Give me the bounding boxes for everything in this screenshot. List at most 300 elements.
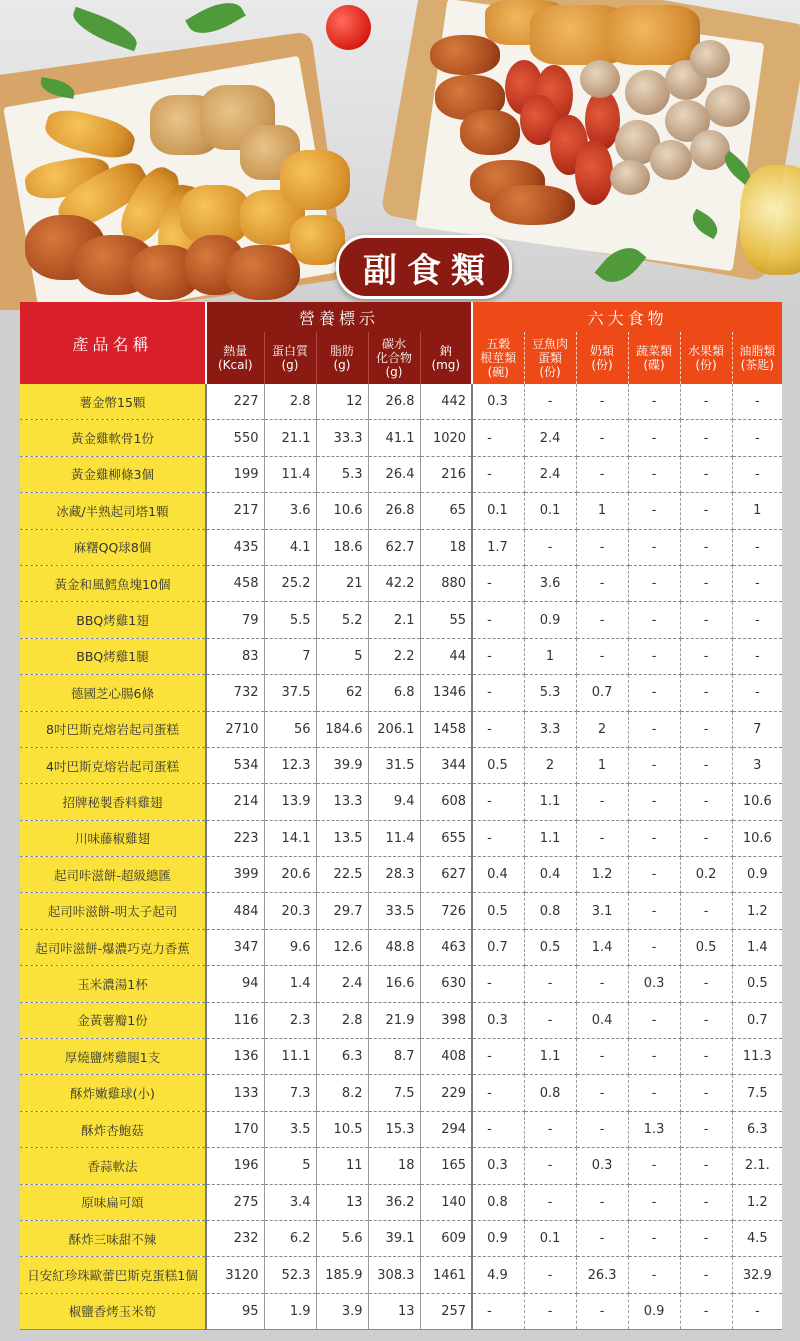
six-food-value-cell: -	[680, 493, 732, 529]
nutrition-value-cell: 28.3	[368, 857, 420, 893]
six-food-group-header: 六大食物	[472, 302, 782, 332]
six-food-value-cell: 0.3	[472, 1148, 524, 1184]
nutrition-value-cell: 14.1	[264, 820, 316, 856]
nutrition-value-cell: 726	[420, 893, 472, 929]
nutrition-value-cell: 26.8	[368, 493, 420, 529]
product-name-header: 產品名稱	[20, 302, 206, 384]
six-food-value-cell: -	[680, 602, 732, 638]
category-title: 副食類	[363, 250, 495, 291]
six-food-value-cell: -	[732, 638, 782, 674]
nutrition-value-cell: 26.8	[368, 384, 420, 420]
table-row	[20, 1148, 782, 1184]
six-food-value-cell: 10.6	[732, 820, 782, 856]
nutrition-value-cell: 7	[264, 638, 316, 674]
six-food-value-cell: -	[472, 1111, 524, 1147]
six-food-value-cell: -	[628, 565, 680, 601]
product-name-cell: 4吋巴斯克熔岩起司蛋糕	[20, 747, 206, 783]
nutrition-value-cell: 5	[316, 638, 368, 674]
table-row	[20, 747, 782, 783]
six-food-value-cell: 0.4	[524, 857, 576, 893]
nutrition-value-cell: 13.5	[316, 820, 368, 856]
six-food-value-cell: -	[732, 529, 782, 565]
six-food-value-cell: 0.4	[472, 857, 524, 893]
nutrition-value-cell: 3.5	[264, 1111, 316, 1147]
column-header-line: 蛋類	[538, 351, 563, 365]
six-food-value-cell: -	[576, 638, 628, 674]
six-food-value-cell: 2	[576, 711, 628, 747]
nutrition-value-cell: 13	[368, 1293, 420, 1329]
six-food-value-cell: -	[680, 1039, 732, 1075]
nutrition-value-cell: 458	[206, 565, 264, 601]
six-food-value-cell: -	[576, 1111, 628, 1147]
six-food-value-cell: -	[628, 1220, 680, 1256]
nutrition-value-cell: 3120	[206, 1257, 264, 1293]
six-food-value-cell: -	[524, 1002, 576, 1038]
six-food-value-cell: -	[628, 1184, 680, 1220]
six-food-value-cell: -	[628, 675, 680, 711]
product-name-cell: 黃金和風鱈魚塊10個	[20, 565, 206, 601]
nutrition-group-header: 營養標示	[206, 302, 472, 332]
six-food-value-cell: -	[680, 711, 732, 747]
column-header-line: 豆魚肉	[532, 337, 569, 351]
nutrition-value-cell: 48.8	[368, 929, 420, 965]
table-row	[20, 1293, 782, 1329]
column-header-line: 碳水	[381, 337, 406, 351]
table-row	[20, 384, 782, 420]
six-food-value-cell: -	[472, 1293, 524, 1329]
product-name-cell: BBQ烤雞1腿	[20, 638, 206, 674]
nutrition-value-cell: 3.9	[316, 1293, 368, 1329]
nutrition-value-cell: 5.5	[264, 602, 316, 638]
six-food-value-cell: 1.2	[576, 857, 628, 893]
six-food-value-cell: 1.3	[628, 1111, 680, 1147]
nutrition-value-cell: 4.1	[264, 529, 316, 565]
nutrition-value-cell: 31.5	[368, 747, 420, 783]
nutrition-value-cell: 39.1	[368, 1220, 420, 1256]
product-name-cell: 酥炸三味甜不辣	[20, 1220, 206, 1256]
nutrition-value-cell: 442	[420, 384, 472, 420]
six-food-value-cell: -	[680, 1257, 732, 1293]
six-food-value-cell: -	[680, 638, 732, 674]
nutrition-value-cell: 408	[420, 1039, 472, 1075]
six-food-value-cell: 4.9	[472, 1257, 524, 1293]
nutrition-value-cell: 398	[420, 1002, 472, 1038]
nutrition-value-cell: 227	[206, 384, 264, 420]
six-food-value-cell: 4.5	[732, 1220, 782, 1256]
nutrition-value-cell: 6.8	[368, 675, 420, 711]
six-food-value-cell: -	[576, 1184, 628, 1220]
six-food-value-cell: 0.8	[524, 893, 576, 929]
six-food-value-cell: -	[628, 929, 680, 965]
nutrition-value-cell: 11.4	[264, 456, 316, 492]
column-header-line: (g)	[385, 365, 403, 379]
six-food-value-cell: -	[628, 784, 680, 820]
six-food-value-cell: 1.7	[472, 529, 524, 565]
six-food-value-cell: -	[628, 857, 680, 893]
mushroom	[705, 85, 750, 127]
six-food-value-cell: -	[732, 675, 782, 711]
six-food-value-cell: -	[576, 456, 628, 492]
nutrition-value-cell: 37.5	[264, 675, 316, 711]
basil-leaf	[185, 0, 246, 43]
nutrition-value-cell: 206.1	[368, 711, 420, 747]
nutrition-column-header	[264, 332, 316, 384]
bbq-wing	[490, 185, 575, 225]
nutrition-value-cell: 223	[206, 820, 264, 856]
product-name-cell: 玉米濃湯1杯	[20, 966, 206, 1002]
nutrition-table-container	[20, 302, 782, 1330]
six-food-value-cell: -	[680, 420, 732, 456]
nutrition-value-cell: 655	[420, 820, 472, 856]
nutrition-value-cell: 5.2	[316, 602, 368, 638]
table-row	[20, 1002, 782, 1038]
mushroom	[610, 160, 650, 195]
product-name-cell: 薯金幣15顆	[20, 384, 206, 420]
nutrition-value-cell: 94	[206, 966, 264, 1002]
six-food-value-cell: -	[680, 1293, 732, 1329]
nutrition-value-cell: 116	[206, 1002, 264, 1038]
chicken-wing	[225, 245, 300, 300]
nutrition-value-cell: 1020	[420, 420, 472, 456]
six-food-value-cell: 0.8	[524, 1075, 576, 1111]
product-name-cell: 起司咔滋餅-爆濃巧克力香蕉	[20, 929, 206, 965]
nutrition-value-cell: 79	[206, 602, 264, 638]
column-header-line: (份)	[539, 365, 561, 379]
six-food-value-cell: -	[680, 1075, 732, 1111]
six-food-value-cell: -	[732, 420, 782, 456]
six-food-value-cell: 10.6	[732, 784, 782, 820]
nutrition-value-cell: 11.4	[368, 820, 420, 856]
table-row	[20, 929, 782, 965]
six-food-value-cell: 0.7	[576, 675, 628, 711]
nutrition-value-cell: 1.9	[264, 1293, 316, 1329]
six-food-value-cell: -	[628, 602, 680, 638]
column-header-line: (碟)	[643, 358, 665, 372]
six-food-value-cell: -	[628, 1039, 680, 1075]
nutrition-value-cell: 1458	[420, 711, 472, 747]
six-food-value-cell: -	[628, 1257, 680, 1293]
nutrition-value-cell: 44	[420, 638, 472, 674]
tomato-icon	[326, 5, 371, 50]
nutrition-column-header	[420, 332, 472, 384]
six-food-value-cell: 1	[576, 747, 628, 783]
nutrition-value-cell: 9.4	[368, 784, 420, 820]
nutrition-value-cell: 2.8	[264, 384, 316, 420]
nutrition-value-cell: 3.4	[264, 1184, 316, 1220]
nutrition-value-cell: 39.9	[316, 747, 368, 783]
six-food-value-cell: -	[628, 820, 680, 856]
nutrition-value-cell: 7.5	[368, 1075, 420, 1111]
nutrition-value-cell: 216	[420, 456, 472, 492]
nutrition-column-header	[316, 332, 368, 384]
nutrition-column-header	[368, 332, 420, 384]
six-food-value-cell: 0.7	[732, 1002, 782, 1038]
nutrition-table-body	[20, 384, 782, 1330]
six-food-value-cell: 3.1	[576, 893, 628, 929]
six-food-value-cell: -	[628, 493, 680, 529]
nutrition-value-cell: 550	[206, 420, 264, 456]
nutrition-value-cell: 232	[206, 1220, 264, 1256]
nutrition-value-cell: 347	[206, 929, 264, 965]
bbq-wing	[460, 110, 520, 155]
table-row	[20, 529, 782, 565]
bbq-wing	[430, 35, 500, 75]
six-food-value-cell: -	[628, 529, 680, 565]
nutrition-value-cell: 627	[420, 857, 472, 893]
nutrition-value-cell: 33.5	[368, 893, 420, 929]
table-row	[20, 1075, 782, 1111]
nutrition-value-cell: 10.5	[316, 1111, 368, 1147]
six-food-value-cell: 0.8	[472, 1184, 524, 1220]
six-food-value-cell: -	[680, 820, 732, 856]
six-food-value-cell: -	[680, 384, 732, 420]
six-food-value-cell: -	[576, 529, 628, 565]
nutrition-value-cell: 20.6	[264, 857, 316, 893]
six-food-value-cell: -	[680, 966, 732, 1002]
nutrition-value-cell: 1461	[420, 1257, 472, 1293]
six-food-value-cell: 1.1	[524, 1039, 576, 1075]
garlic-bread	[605, 5, 700, 65]
six-food-value-cell: -	[524, 1257, 576, 1293]
nutrition-value-cell: 21.1	[264, 420, 316, 456]
nutrition-value-cell: 20.3	[264, 893, 316, 929]
product-name-cell: 酥炸杏鮑菇	[20, 1111, 206, 1147]
nutrition-value-cell: 630	[420, 966, 472, 1002]
six-food-value-cell: -	[680, 893, 732, 929]
nutrition-value-cell: 133	[206, 1075, 264, 1111]
six-food-column-header	[472, 332, 524, 384]
six-food-value-cell: 26.3	[576, 1257, 628, 1293]
table-row	[20, 1257, 782, 1293]
product-name-cell: 德國芝心腸6條	[20, 675, 206, 711]
six-food-value-cell: -	[628, 893, 680, 929]
fish-nugget	[280, 150, 350, 210]
column-header-line: (碗)	[487, 365, 509, 379]
product-name-cell: 椒鹽香烤玉米筍	[20, 1293, 206, 1329]
column-header-line: (mg)	[431, 358, 461, 372]
nutrition-value-cell: 1.4	[264, 966, 316, 1002]
six-food-value-cell: -	[524, 1148, 576, 1184]
nutrition-value-cell: 2.3	[264, 1002, 316, 1038]
six-food-value-cell: -	[680, 1148, 732, 1184]
column-header-line: 化合物	[375, 351, 412, 365]
table-row	[20, 784, 782, 820]
six-food-value-cell: -	[576, 602, 628, 638]
product-name-cell: 起司咔滋餅-明太子起司	[20, 893, 206, 929]
six-food-value-cell: 7	[732, 711, 782, 747]
nutrition-value-cell: 83	[206, 638, 264, 674]
mushroom	[690, 40, 730, 78]
nutrition-column-header	[206, 332, 264, 384]
nutrition-value-cell: 2.8	[316, 1002, 368, 1038]
column-header-line: 蔬菜類	[636, 344, 673, 358]
nutrition-value-cell: 13.9	[264, 784, 316, 820]
nutrition-value-cell: 880	[420, 565, 472, 601]
nutrition-value-cell: 13	[316, 1184, 368, 1220]
nutrition-value-cell: 36.2	[368, 1184, 420, 1220]
mushroom	[650, 140, 692, 180]
mushroom	[690, 130, 730, 170]
six-food-value-cell: -	[732, 602, 782, 638]
nutrition-value-cell: 165	[420, 1148, 472, 1184]
six-food-column-header	[680, 332, 732, 384]
six-food-value-cell: -	[628, 1075, 680, 1111]
nutrition-value-cell: 294	[420, 1111, 472, 1147]
nutrition-value-cell: 12	[316, 384, 368, 420]
table-row	[20, 675, 782, 711]
six-food-value-cell: 0.3	[576, 1148, 628, 1184]
table-row	[20, 893, 782, 929]
column-header-line: 奶類	[590, 344, 615, 358]
table-row	[20, 857, 782, 893]
six-food-value-cell: -	[628, 1148, 680, 1184]
product-name-cell: 香蒜軟法	[20, 1148, 206, 1184]
six-food-value-cell: 0.1	[524, 493, 576, 529]
basil-leaf	[68, 7, 141, 52]
six-food-value-cell: -	[472, 456, 524, 492]
six-food-value-cell: 1.2	[732, 1184, 782, 1220]
nutrition-value-cell: 534	[206, 747, 264, 783]
six-food-value-cell: 32.9	[732, 1257, 782, 1293]
nutrition-value-cell: 95	[206, 1293, 264, 1329]
nutrition-value-cell: 435	[206, 529, 264, 565]
six-food-value-cell: -	[472, 675, 524, 711]
six-food-value-cell: -	[628, 747, 680, 783]
nutrition-value-cell: 399	[206, 857, 264, 893]
six-food-value-cell: 0.1	[472, 493, 524, 529]
six-food-value-cell: -	[680, 1220, 732, 1256]
nutrition-value-cell: 29.7	[316, 893, 368, 929]
six-food-value-cell: 0.3	[628, 966, 680, 1002]
column-header-line: 蛋白質	[271, 344, 308, 358]
nutrition-value-cell: 5.3	[316, 456, 368, 492]
table-row	[20, 456, 782, 492]
six-food-value-cell: 2.4	[524, 456, 576, 492]
nutrition-value-cell: 65	[420, 493, 472, 529]
nutrition-value-cell: 22.5	[316, 857, 368, 893]
product-name-cell: 厚燒鹽烤雞腿1支	[20, 1039, 206, 1075]
six-food-value-cell: 0.5	[680, 929, 732, 965]
nutrition-value-cell: 136	[206, 1039, 264, 1075]
nutrition-value-cell: 463	[420, 929, 472, 965]
nutrition-value-cell: 184.6	[316, 711, 368, 747]
six-food-column-header	[524, 332, 576, 384]
six-food-value-cell: -	[680, 747, 732, 783]
six-food-value-cell: -	[472, 966, 524, 1002]
nutrition-value-cell: 9.6	[264, 929, 316, 965]
nutrition-value-cell: 2.2	[368, 638, 420, 674]
nutrition-value-cell: 55	[420, 602, 472, 638]
nutrition-value-cell: 42.2	[368, 565, 420, 601]
nutrition-value-cell: 229	[420, 1075, 472, 1111]
six-food-value-cell: 3.6	[524, 565, 576, 601]
nutrition-value-cell: 16.6	[368, 966, 420, 1002]
six-food-value-cell: -	[628, 420, 680, 456]
column-header-line: 五穀	[486, 337, 511, 351]
six-food-value-cell: 6.3	[732, 1111, 782, 1147]
mushroom	[625, 70, 670, 115]
six-food-value-cell: 1	[524, 638, 576, 674]
six-food-column-header	[628, 332, 680, 384]
six-food-value-cell: -	[680, 529, 732, 565]
six-food-value-cell: 0.3	[472, 1002, 524, 1038]
six-food-value-cell: -	[472, 1039, 524, 1075]
nutrition-value-cell: 25.2	[264, 565, 316, 601]
six-food-value-cell: -	[732, 565, 782, 601]
six-food-value-cell: -	[576, 820, 628, 856]
column-header-line: 熱量	[223, 344, 248, 358]
product-name-cell: 8吋巴斯克熔岩起司蛋糕	[20, 711, 206, 747]
six-food-value-cell: -	[680, 1002, 732, 1038]
six-food-value-cell: -	[628, 456, 680, 492]
six-food-value-cell: -	[524, 966, 576, 1002]
six-food-value-cell: -	[472, 420, 524, 456]
table-row	[20, 565, 782, 601]
table-row	[20, 1220, 782, 1256]
six-food-value-cell: 2.4	[524, 420, 576, 456]
product-name-cell: 日安紅珍珠歐蕾巴斯克蛋糕1個	[20, 1257, 206, 1293]
six-food-value-cell: -	[576, 420, 628, 456]
six-food-value-cell: -	[524, 1293, 576, 1329]
nutrition-value-cell: 18	[368, 1148, 420, 1184]
nutrition-value-cell: 8.7	[368, 1039, 420, 1075]
six-food-value-cell: -	[576, 784, 628, 820]
nutrition-value-cell: 199	[206, 456, 264, 492]
six-food-value-cell: 1.2	[732, 893, 782, 929]
nutrition-value-cell: 609	[420, 1220, 472, 1256]
table-row	[20, 1039, 782, 1075]
six-food-value-cell: 0.5	[472, 893, 524, 929]
six-food-value-cell: 5.3	[524, 675, 576, 711]
nutrition-value-cell: 185.9	[316, 1257, 368, 1293]
product-name-cell: 黃金雞柳條3個	[20, 456, 206, 492]
table-row	[20, 602, 782, 638]
six-food-value-cell: -	[680, 456, 732, 492]
olive-oil-jar	[740, 165, 800, 275]
six-food-value-cell: -	[576, 384, 628, 420]
nutrition-value-cell: 217	[206, 493, 264, 529]
nutrition-value-cell: 344	[420, 747, 472, 783]
nutrition-value-cell: 257	[420, 1293, 472, 1329]
six-food-value-cell: -	[524, 1111, 576, 1147]
column-header-line: (Kcal)	[217, 358, 253, 372]
nutrition-value-cell: 7.3	[264, 1075, 316, 1111]
six-food-value-cell: 2	[524, 747, 576, 783]
six-food-value-cell: -	[628, 384, 680, 420]
table-row	[20, 711, 782, 747]
nutrition-value-cell: 21	[316, 565, 368, 601]
six-food-value-cell: 1.1	[524, 820, 576, 856]
six-food-value-cell: -	[680, 784, 732, 820]
column-header-line: (茶匙)	[740, 358, 774, 372]
six-food-value-cell: -	[472, 784, 524, 820]
product-name-cell: 招牌秘製香料雞翅	[20, 784, 206, 820]
column-header-line: (份)	[695, 358, 717, 372]
nutrition-value-cell: 5.6	[316, 1220, 368, 1256]
nutrition-value-cell: 140	[420, 1184, 472, 1220]
six-food-column-header	[732, 332, 782, 384]
nutrition-table	[20, 302, 782, 1330]
six-food-value-cell: 0.9	[732, 857, 782, 893]
six-food-value-cell: 0.2	[680, 857, 732, 893]
table-row	[20, 1184, 782, 1220]
six-food-value-cell: 1	[576, 493, 628, 529]
six-food-value-cell: -	[576, 1039, 628, 1075]
nutrition-value-cell: 5	[264, 1148, 316, 1184]
six-food-value-cell: 3.3	[524, 711, 576, 747]
six-food-value-cell: -	[524, 529, 576, 565]
table-row	[20, 966, 782, 1002]
